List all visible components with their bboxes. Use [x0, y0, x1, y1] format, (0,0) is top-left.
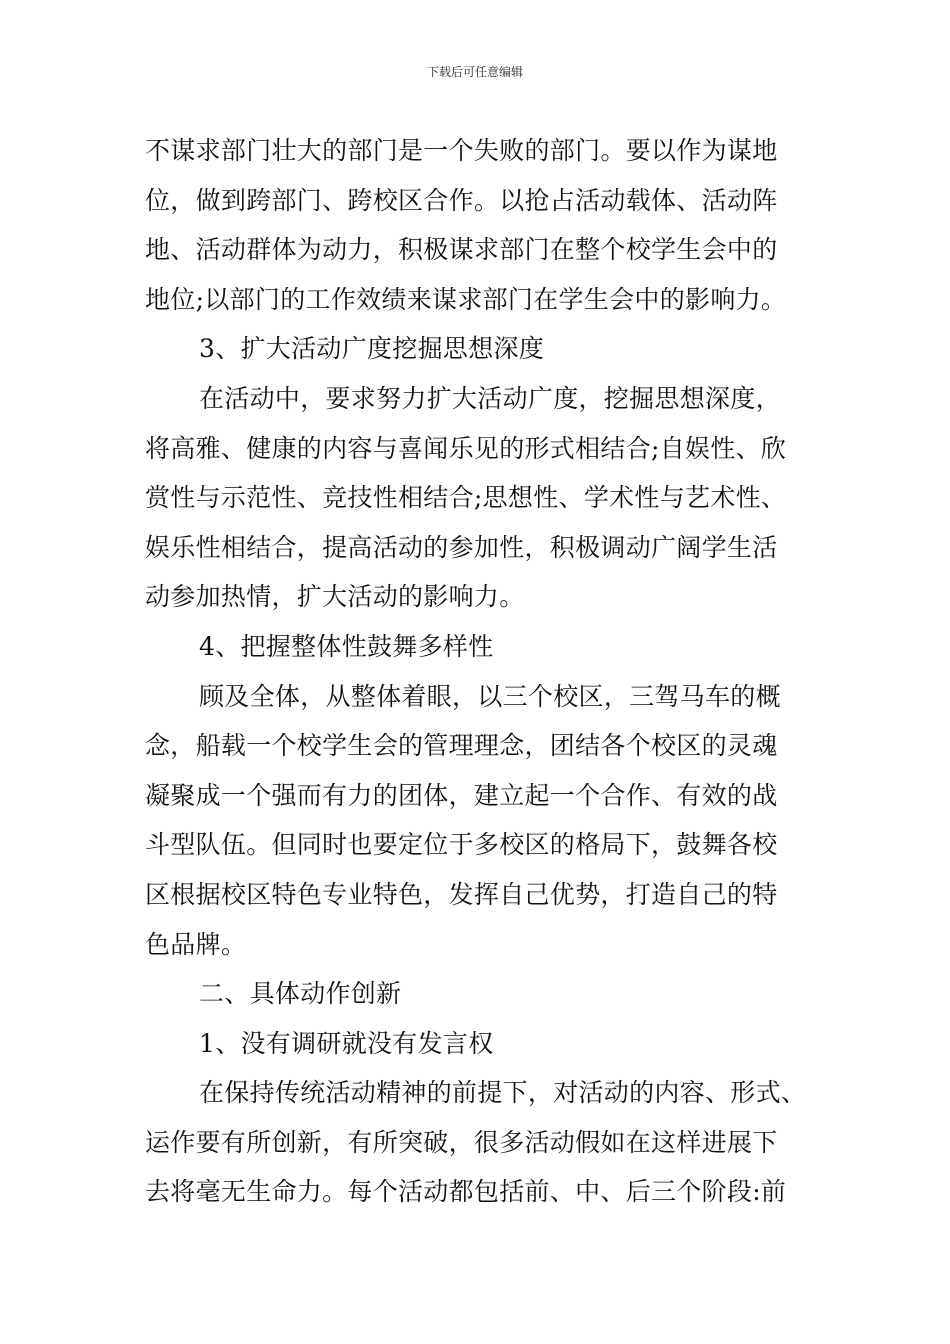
text-line: 念，船载一个校学生会的管理理念，团结各个校区的灵魂	[145, 731, 778, 761]
text-line: 地位;以部门的工作效绩来谋求部门在学生会中的影响力。	[145, 284, 787, 314]
text-line: 在活动中，要求努力扩大活动广度，挖掘思想深度，	[199, 383, 781, 413]
text-line: 顾及全体，从整体着眼，以三个校区，三驾马车的概	[199, 681, 781, 711]
text-line: 去将毫无生命力。每个活动都包括前、中、后三个阶段:前	[145, 1177, 787, 1207]
text-line: 地、活动群体为动力，积极谋求部门在整个校学生会中的	[145, 235, 778, 265]
text-line: 位，做到跨部门、跨校区合作。以抢占活动载体、活动阵	[145, 185, 778, 215]
section-heading: 4、把握整体性鼓舞多样性	[199, 631, 494, 661]
text-line: 不谋求部门壮大的部门是一个失败的部门。要以作为谋地	[145, 136, 778, 165]
text-line: 动参加热情，扩大活动的影响力。	[145, 582, 525, 612]
text-line: 运作要有所创新，有所突破，很多活动假如在这样进展下	[145, 1127, 778, 1157]
text-line: 斗型队伍。但同时也要定位于多校区的格局下，鼓舞各校	[145, 830, 778, 860]
text-line: 凝聚成一个强而有力的团体，建立起一个合作、有效的战	[145, 780, 778, 810]
text-line: 娱乐性相结合，提高活动的参加性，积极调动广阔学生活	[145, 532, 778, 562]
section-heading: 二、具体动作创新	[199, 979, 402, 1009]
section-heading: 1、没有调研就没有发言权	[199, 1028, 494, 1058]
text-line: 将高雅、健康的内容与喜闻乐见的形式相结合;自娱性、欣	[145, 433, 787, 463]
text-line: 赏性与示范性、竞技性相结合;思想性、学术性与艺术性、	[145, 483, 787, 513]
document-body	[145, 126, 810, 1217]
page-header-note: 下载后可任意编辑	[426, 65, 523, 79]
text-line: 色品牌。	[145, 929, 247, 959]
text-line: 在保持传统活动精神的前提下，对活动的内容、形式、	[199, 1078, 807, 1108]
text-line: 区根据校区特色专业特色，发挥自己优势，打造自己的特	[145, 879, 778, 909]
section-heading: 3、扩大活动广度挖掘思想深度	[199, 334, 545, 364]
